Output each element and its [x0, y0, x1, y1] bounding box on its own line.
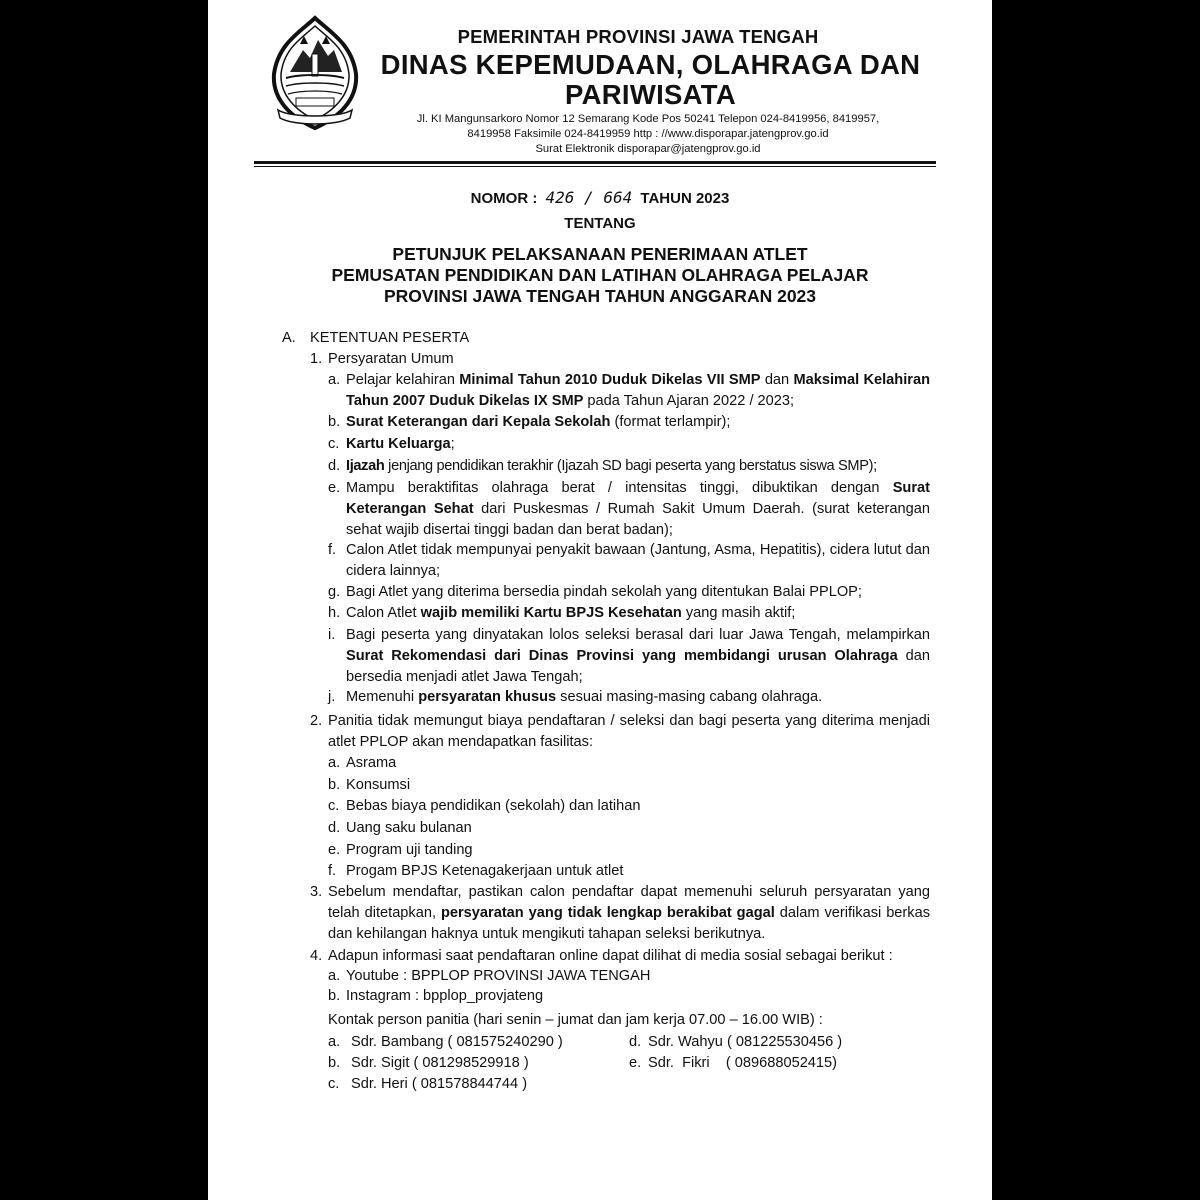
requirement-text: ; — [450, 436, 455, 452]
nomor-label: NOMOR : — [470, 190, 538, 207]
facility-item: Uang saku bulanan — [346, 820, 472, 836]
facility-item: Program uji tanding — [346, 842, 473, 858]
title-line: PETUNJUK PELAKSANAAN PENERIMAAN ATLET — [392, 244, 808, 264]
warning-paragraph — [328, 882, 930, 944]
requirement-text: yang masih aktif; — [681, 605, 796, 621]
list-letter: e. — [328, 842, 341, 858]
warning-text: Sebelum mendaftar, pastikan calon pendaftar dapat memenuhi seluruh persyaratan yang telah ditetapkan, — [328, 884, 930, 921]
subsection-heading: Persyaratan Umum — [328, 351, 454, 367]
requirement-text: Bagi peserta yang dinyatakan lolos seleksi berasal dari luar Jawa Tengah, melampirkan — [346, 627, 930, 643]
list-letter: a. — [328, 755, 341, 771]
contact-person: Sdr. Sigit ( 081298529918 ) — [351, 1055, 529, 1071]
requirement-bold: Surat Keterangan Sehat — [346, 480, 930, 517]
letterhead-divider-thin — [254, 166, 936, 167]
requirement-text: Mampu beraktifitas olahraga berat / intensitas tinggi, dibuktikan dengan — [346, 480, 893, 496]
facility-item: Progam BPJS Ketenagakerjaan untuk atlet — [346, 863, 624, 879]
requirement-text: Calon Atlet — [346, 605, 421, 621]
list-letter: c. — [328, 1076, 340, 1092]
document-title — [208, 244, 992, 307]
requirement-bold: Kartu Keluarga — [346, 436, 451, 452]
requirement-item — [346, 456, 936, 477]
requirement-text: (format terlampir); — [610, 414, 731, 430]
requirement-bold: Maksimal Kelahiran Tahun 2007 Duduk Dikelas IX SMP — [346, 372, 930, 409]
list-letter: b. — [328, 414, 341, 430]
warning-bold: persyaratan yang tidak lengkap berakibat gagal — [440, 904, 775, 921]
list-letter: a. — [328, 372, 341, 388]
document-page — [208, 0, 992, 1200]
requirement-text: jenjang pendidikan terakhir (Ijazah SD bagi peserta yang berstatus siswa SMP); — [384, 458, 877, 474]
requirement-text: dari Puskesmas / Rumah Sakit Umum Daerah. (surat keterangan sehat wajib disertai tinggi badan dan berat badan); — [346, 500, 930, 538]
requirement-bold: Surat Rekomendasi dari Dinas Provinsi yang membidangi urusan Olahraga — [346, 647, 898, 664]
list-letter: f. — [328, 542, 337, 558]
document-number — [208, 188, 992, 207]
requirement-text: dan bersedia menjadi atlet Jawa Tengah; — [346, 647, 930, 685]
list-letter: j. — [328, 689, 336, 705]
social-media-intro: Adapun informasi saat pendaftaran online dapat dilihat di media sosial sebagai berikut : — [328, 948, 893, 964]
list-number: 1. — [310, 351, 323, 367]
nomor-year: TAHUN 2023 — [640, 190, 730, 207]
contact-person: Sdr. Bambang ( 081575240290 ) — [351, 1034, 563, 1050]
requirement-text: Pelajar kelahiran — [346, 372, 460, 388]
title-line: PROVINSI JAWA TENGAH TAHUN ANGGARAN 2023 — [383, 286, 817, 306]
list-letter: f. — [328, 863, 337, 879]
section-letter: A. — [282, 330, 296, 346]
address-line: Jl. KI Mangunsarkoro Nomor 12 Semarang Kode Pos 50241 Telepon 024-8419956, 8419957, — [416, 113, 880, 125]
tentang-label: TENTANG — [564, 215, 636, 232]
letterhead-government-name: PEMERINTAH PROVINSI JAWA TENGAH — [457, 26, 819, 47]
list-letter: b. — [328, 988, 341, 1004]
requirement-item — [346, 434, 930, 455]
list-letter: c. — [328, 436, 340, 452]
letterhead-address — [398, 112, 898, 157]
requirement-item — [346, 370, 930, 412]
facility-intro: Panitia tidak memungut biaya pendaftaran / seleksi dan bagi peserta yang diterima menjadi atlet PPLOP akan mendapatkan fasilitas: — [328, 713, 930, 750]
requirement-text: sesuai masing-masing cabang olahraga. — [556, 689, 823, 705]
handwritten-number: 426 / 664 — [545, 188, 633, 207]
list-letter: h. — [328, 605, 341, 621]
letterhead-agency-name: DINAS KEPEMUDAAN, OLAHRAGA DAN PARIWISATA — [380, 49, 921, 110]
requirement-bold: persyaratan khusus — [418, 689, 557, 705]
list-number: 3. — [310, 884, 323, 900]
requirement-item — [346, 412, 930, 433]
list-letter: a. — [328, 968, 341, 984]
requirement-item — [346, 625, 930, 687]
title-line: PEMUSATAN PENDIDIKAN DAN LATIHAN OLAHRAGA PELAJAR — [331, 265, 869, 285]
contact-person: Sdr. Fikri ( 089688052415) — [648, 1055, 838, 1071]
requirement-bold: wajib memiliki Kartu BPJS Kesehatan — [420, 605, 682, 621]
facility-item: Bebas biaya pendidikan (sekolah) dan latihan — [346, 798, 641, 814]
jawa-tengah-emblem-icon — [270, 14, 360, 132]
list-number: 4. — [310, 948, 323, 964]
list-letter: a. — [328, 1034, 341, 1050]
requirement-text: pada Tahun Ajaran 2022 / 2023; — [583, 392, 795, 409]
social-media-item: Youtube : BPPLOP PROVINSI JAWA TENGAH — [346, 968, 651, 984]
list-number: 2. — [310, 713, 323, 729]
list-letter: b. — [328, 1055, 341, 1071]
requirement-bold: Surat Keterangan dari Kepala Sekolah — [346, 414, 611, 430]
list-letter: e. — [328, 480, 341, 496]
contact-person: Sdr. Wahyu ( 081225530456 ) — [648, 1034, 843, 1050]
social-media-item: Instagram : bpplop_provjateng — [346, 988, 544, 1004]
contact-intro: Kontak person panitia (hari senin – jumat dan jam kerja 07.00 – 16.00 WIB) : — [328, 1012, 823, 1028]
facility-item: Asrama — [346, 755, 397, 771]
requirement-text: Memenuhi — [346, 689, 419, 705]
address-line: 8419958 Faksimile 024-8419959 http : //www.disporapar.jatengprov.go.id — [467, 128, 829, 140]
address-line: Surat Elektronik disporapar@jatengprov.go.id — [535, 143, 761, 155]
list-letter: d. — [328, 458, 341, 474]
list-letter: i. — [328, 627, 336, 643]
list-letter: b. — [328, 777, 341, 793]
list-letter: c. — [328, 798, 340, 814]
requirement-item: Calon Atlet tidak mempunyai penyakit bawaan (Jantung, Asma, Hepatitis), cidera lutut dan cidera lainnya; — [346, 542, 930, 579]
section-heading: KETENTUAN PESERTA — [310, 330, 470, 346]
requirement-bold: Minimal Tahun 2010 Duduk Dikelas VII SMP — [459, 372, 761, 388]
requirement-item — [346, 687, 930, 708]
list-letter: d. — [328, 820, 341, 836]
requirement-item — [346, 603, 930, 624]
list-letter: g. — [328, 584, 341, 600]
contact-person: Sdr. Heri ( 081578844744 ) — [351, 1076, 528, 1092]
facility-item: Konsumsi — [346, 777, 411, 793]
requirement-item: Bagi Atlet yang diterima bersedia pindah sekolah yang ditentukan Balai PPLOP; — [346, 584, 862, 600]
warning-text: dalam verifikasi berkas dan kehilangan haknya untuk mengikuti tahapan seleksi berikutnya. — [328, 904, 930, 942]
requirement-item — [346, 478, 930, 540]
list-letter: e. — [629, 1055, 642, 1071]
requirement-bold: Ijazah — [346, 458, 385, 474]
list-letter: d. — [629, 1034, 642, 1050]
letterhead-divider — [254, 161, 936, 164]
requirement-text: dan — [760, 372, 794, 388]
